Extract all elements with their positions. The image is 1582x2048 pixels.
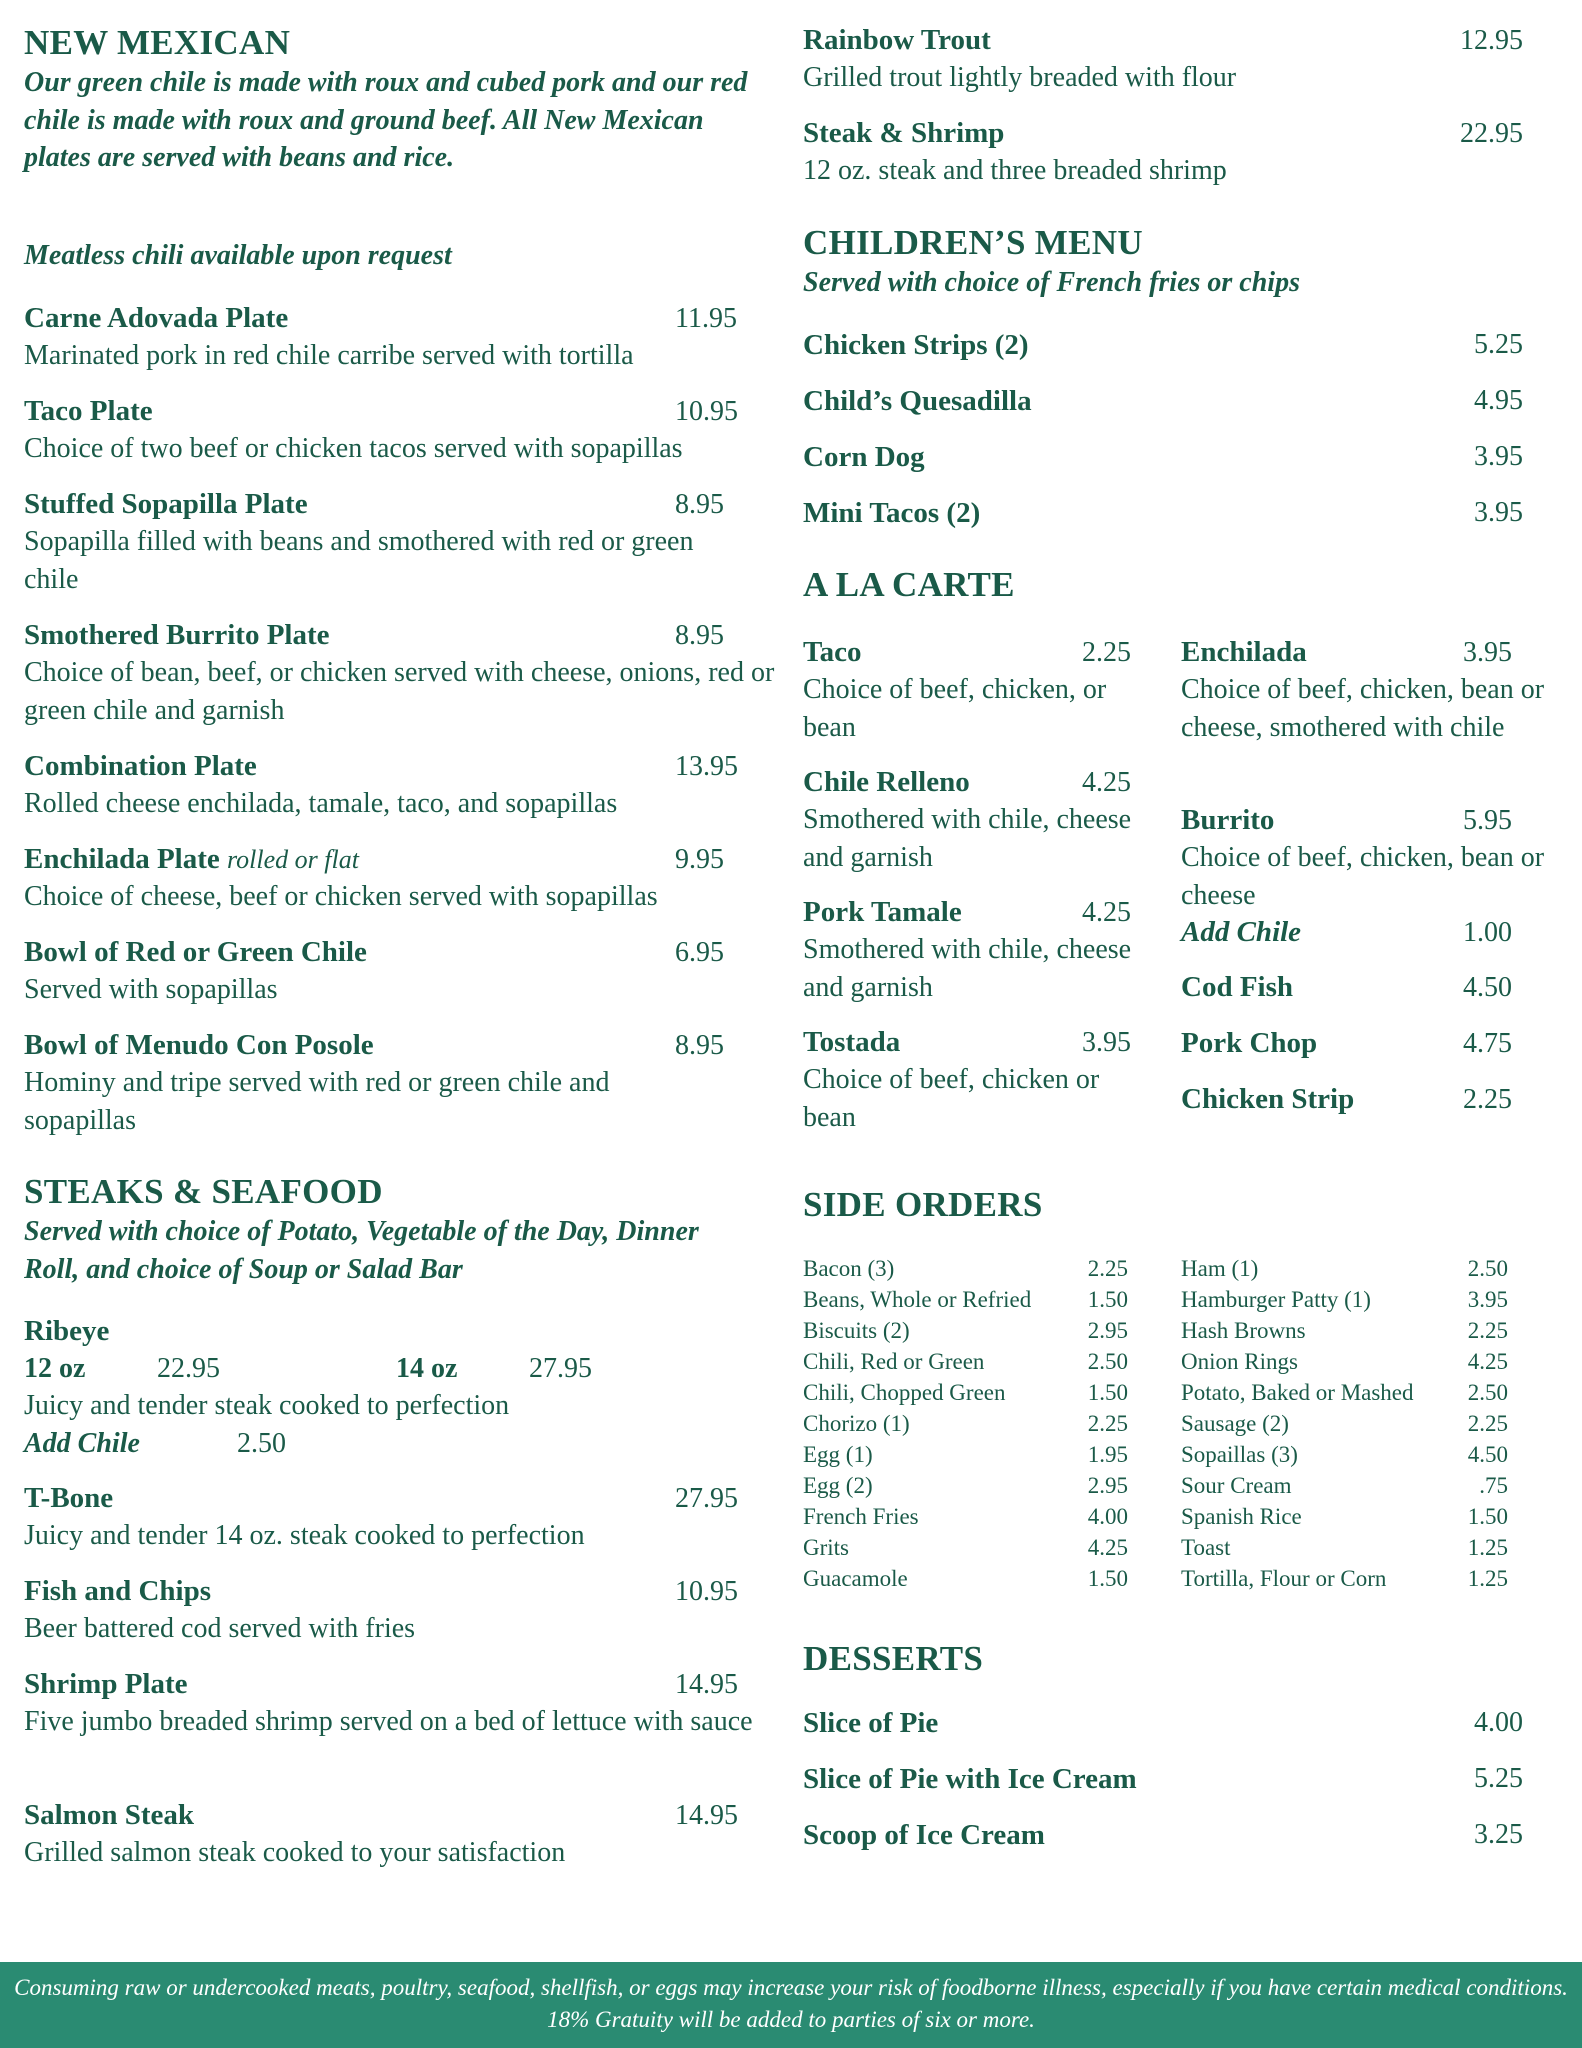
item-description: Choice of beef, chicken, or bean <box>803 674 1107 743</box>
section-intro: Served with choice of French fries or chips <box>803 267 1300 298</box>
item-description: Choice of cheese, beef or chicken served with sopapillas <box>24 881 658 912</box>
item-price: 3.95 <box>1082 1027 1131 1058</box>
list-item: Chili, Chopped Green 1.50 <box>803 1380 1128 1405</box>
menu-item <box>24 748 776 823</box>
item-name: Slice of Pie with Ice Cream <box>803 1763 1137 1795</box>
item-price: 10.95 <box>675 396 738 427</box>
menu-item <box>24 1666 776 1741</box>
menu-item <box>24 1797 776 1872</box>
menu-item <box>24 617 776 729</box>
list-item: Sopaillas (3) 4.50 <box>1181 1442 1508 1467</box>
item-price: 3.25 <box>1474 1819 1523 1850</box>
menu-item <box>24 300 776 375</box>
item-price: 22.95 <box>157 1353 220 1384</box>
item-description: Choice of beef, chicken, bean or cheese <box>1181 842 1545 911</box>
menu-item <box>803 437 1523 477</box>
ala-carte-item <box>1181 969 1523 1006</box>
list-item: Spanish Rice 1.50 <box>1181 1504 1508 1529</box>
item-name: Salmon Steak <box>24 1799 195 1831</box>
item-name: Carne Adovada Plate <box>24 302 289 334</box>
item-name: Steak & Shrimp <box>803 117 1005 149</box>
item-price: 3.95 <box>1474 497 1523 528</box>
list-item: Sausage (2) 2.25 <box>1181 1411 1508 1436</box>
item-price: 10.95 <box>675 1576 738 1607</box>
item-note: rolled or flat <box>227 845 359 874</box>
section-title: CHILDREN’S MENU <box>803 223 1143 262</box>
list-item: Chorizo (1) 2.25 <box>803 1411 1128 1436</box>
item-name: Chicken Strips (2) <box>803 329 1029 361</box>
item-name: Taco Plate <box>24 395 153 427</box>
item-name: Rainbow Trout <box>803 24 991 56</box>
menu-item <box>803 325 1523 365</box>
size-label: 14 oz <box>396 1353 458 1384</box>
menu-item <box>24 486 776 598</box>
side-orders-left <box>803 1253 1128 1594</box>
menu-item <box>24 1027 776 1139</box>
item-name: Slice of Pie <box>803 1707 939 1739</box>
item-description: Five jumbo breaded shrimp served on a bed of lettuce with sauce <box>24 1706 753 1737</box>
menu-item <box>24 934 776 1009</box>
item-price: 3.95 <box>1474 441 1523 472</box>
list-item: Chili, Red or Green 2.50 <box>803 1349 1128 1374</box>
item-price: 14.95 <box>675 1669 738 1700</box>
menu-item <box>24 1480 776 1555</box>
item-price: 22.95 <box>1460 118 1523 149</box>
item-name: Corn Dog <box>803 441 925 473</box>
menu-item <box>24 1573 776 1648</box>
addon-price: 2.50 <box>237 1427 286 1459</box>
list-item: Biscuits (2) 2.95 <box>803 1318 1128 1343</box>
item-price: 14.95 <box>675 1800 738 1831</box>
item-name: Tostada <box>803 1026 901 1058</box>
list-item: Egg (1) 1.95 <box>803 1442 1128 1467</box>
list-item: Beans, Whole or Refried 1.50 <box>803 1287 1128 1312</box>
item-name: Pork Chop <box>1181 1027 1318 1059</box>
item-description: Sopapilla filled with beans and smothered with red or green chile <box>24 526 694 595</box>
meatless-note: Meatless chili available upon request <box>24 240 452 271</box>
ala-carte-addon <box>1181 914 1523 951</box>
list-item: Tortilla, Flour or Corn 1.25 <box>1181 1566 1508 1591</box>
list-item: Bacon (3) 2.25 <box>803 1256 1128 1281</box>
item-price: 9.95 <box>675 844 724 875</box>
item-description: Juicy and tender 14 oz. steak cooked to perfection <box>24 1520 585 1551</box>
item-price: 11.95 <box>675 303 737 334</box>
list-item: French Fries 4.00 <box>803 1504 1128 1529</box>
footer-disclaimer <box>0 1962 1582 2048</box>
item-price: 4.25 <box>1082 767 1131 798</box>
item-name: Cod Fish <box>1181 971 1294 1003</box>
list-item: Guacamole 1.50 <box>803 1566 1128 1591</box>
item-name: Enchilada <box>1181 636 1307 668</box>
item-name: Bowl of Red or Green Chile <box>24 936 367 968</box>
item-name: Taco <box>803 636 862 668</box>
menu-item <box>803 1703 1523 1743</box>
ala-carte-title: A LA CARTE <box>803 565 1015 604</box>
list-item: Egg (2) 2.95 <box>803 1473 1128 1498</box>
ribeye-item <box>24 1313 776 1462</box>
ala-carte-item <box>1181 802 1561 914</box>
item-name: Stuffed Sopapilla Plate <box>24 488 308 520</box>
side-orders-title: SIDE ORDERS <box>803 1185 1043 1224</box>
list-item: Sour Cream .75 <box>1181 1473 1508 1498</box>
item-price: 3.95 <box>1463 637 1512 668</box>
item-name: Pork Tamale <box>803 896 962 928</box>
desserts-title: DESSERTS <box>803 1639 984 1678</box>
new-mexican-section <box>24 22 776 177</box>
item-description: Choice of beef, chicken, bean or cheese, smothered with chile <box>1181 674 1545 743</box>
addon-label: Add Chile <box>24 1427 140 1459</box>
item-description: Served with sopapillas <box>24 974 278 1005</box>
item-name: Smothered Burrito Plate <box>24 619 330 651</box>
item-name: T-Bone <box>24 1482 114 1514</box>
menu-item <box>803 22 1523 97</box>
item-price: 27.95 <box>675 1483 738 1514</box>
ala-carte-item <box>803 894 1178 1006</box>
item-price: 8.95 <box>675 489 724 520</box>
side-orders-right <box>1181 1253 1523 1594</box>
list-item: Hamburger Patty (1) 3.95 <box>1181 1287 1508 1312</box>
item-name: Combination Plate <box>24 750 257 782</box>
item-price: 2.25 <box>1463 1084 1512 1115</box>
menu-item <box>803 1815 1523 1855</box>
item-description: Hominy and tripe served with red or green chile and sopapillas <box>24 1067 610 1136</box>
ala-carte-item <box>803 764 1178 876</box>
list-item: Potato, Baked or Mashed 2.50 <box>1181 1380 1508 1405</box>
ala-carte-item <box>1181 1081 1523 1118</box>
list-item: Hash Browns 2.25 <box>1181 1318 1508 1343</box>
gratuity-note: 18% Gratuity will be added to parties of six or more. <box>547 2007 1035 2032</box>
item-name: Chile Relleno <box>803 766 970 798</box>
item-price: 5.25 <box>1474 1763 1523 1794</box>
item-description: Rolled cheese enchilada, tamale, taco, and sopapillas <box>24 788 618 819</box>
menu-item <box>803 493 1523 533</box>
item-price: 27.95 <box>529 1353 592 1384</box>
item-description: Smothered with chile, cheese and garnish <box>803 934 1132 1003</box>
item-description: Juicy and tender steak cooked to perfection <box>24 1390 510 1421</box>
food-safety-warning: Consuming raw or undercooked meats, poultry, seafood, shellfish, or eggs may increase your risk of foodborne illness, especially if you have certain medical conditions. <box>14 1975 1568 2000</box>
item-price: 4.50 <box>1463 972 1512 1003</box>
menu-item <box>803 115 1523 190</box>
item-name: Shrimp Plate <box>24 1668 188 1700</box>
item-description: Beer battered cod served with fries <box>24 1613 416 1644</box>
list-item: Toast 1.25 <box>1181 1535 1508 1560</box>
menu-item <box>803 1759 1523 1799</box>
list-item: Ham (1) 2.50 <box>1181 1256 1508 1281</box>
size-label: 12 oz <box>24 1353 86 1384</box>
item-name: Chicken Strip <box>1181 1083 1355 1115</box>
item-price: 13.95 <box>675 751 738 782</box>
steaks-section <box>24 1171 776 1288</box>
item-name: Child’s Quesadilla <box>803 385 1032 417</box>
item-name: Fish and Chips <box>24 1575 211 1607</box>
item-description: Choice of beef, chicken or bean <box>803 1064 1100 1133</box>
item-price: 4.75 <box>1463 1028 1512 1059</box>
item-description: Smothered with chile, cheese and garnish <box>803 804 1132 873</box>
item-name: Bowl of Menudo Con Posole <box>24 1029 374 1061</box>
item-description: Grilled trout lightly breaded with flour <box>803 62 1237 93</box>
ala-carte-item <box>803 634 1163 746</box>
section-title: STEAKS & SEAFOOD <box>24 1172 383 1211</box>
item-price: 4.25 <box>1082 897 1131 928</box>
item-name: Enchilada Plate rolled or flat <box>24 843 359 875</box>
item-price: 8.95 <box>675 620 724 651</box>
item-price: 2.25 <box>1082 637 1131 668</box>
section-intro: Served with choice of Potato, Vegetable of the Day, Dinner Roll, and choice of Soup or Salad Bar <box>24 1216 699 1285</box>
list-item: Onion Rings 4.25 <box>1181 1349 1508 1374</box>
section-intro: Our green chile is made with roux and cubed pork and our red chile is made with roux and ground beef. All New Mexican plates are served with beans and rice. <box>24 67 748 173</box>
item-price: 4.00 <box>1474 1707 1523 1738</box>
item-price: 4.95 <box>1474 385 1523 416</box>
menu-item <box>24 841 776 916</box>
item-description: Marinated pork in red chile carribe served with tortilla <box>24 340 634 371</box>
item-price: 5.25 <box>1474 329 1523 360</box>
item-price: 5.95 <box>1463 805 1512 836</box>
ala-carte-item <box>1181 1025 1523 1062</box>
list-item: Grits 4.25 <box>803 1535 1128 1560</box>
menu-item <box>803 381 1523 421</box>
item-price: 12.95 <box>1460 25 1523 56</box>
item-price: 8.95 <box>675 1030 724 1061</box>
childrens-menu-section <box>803 222 1523 302</box>
item-description: 12 oz. steak and three breaded shrimp <box>803 155 1227 186</box>
item-name: Burrito <box>1181 804 1275 836</box>
item-description: Choice of two beef or chicken tacos served with sopapillas <box>24 433 683 464</box>
addon-price: 1.00 <box>1463 917 1512 948</box>
item-description: Grilled salmon steak cooked to your satisfaction <box>24 1837 566 1868</box>
addon-label: Add Chile <box>1181 916 1302 948</box>
ala-carte-item <box>1181 634 1561 746</box>
item-name: Ribeye <box>24 1315 110 1347</box>
section-title: NEW MEXICAN <box>24 23 291 62</box>
menu-item <box>24 393 776 468</box>
item-name: Scoop of Ice Cream <box>803 1819 1045 1851</box>
item-description: Choice of bean, beef, or chicken served with cheese, onions, red or green chile and garnish <box>24 657 775 726</box>
item-name: Mini Tacos (2) <box>803 497 981 529</box>
ala-carte-item <box>803 1024 1153 1136</box>
item-price: 6.95 <box>675 937 724 968</box>
